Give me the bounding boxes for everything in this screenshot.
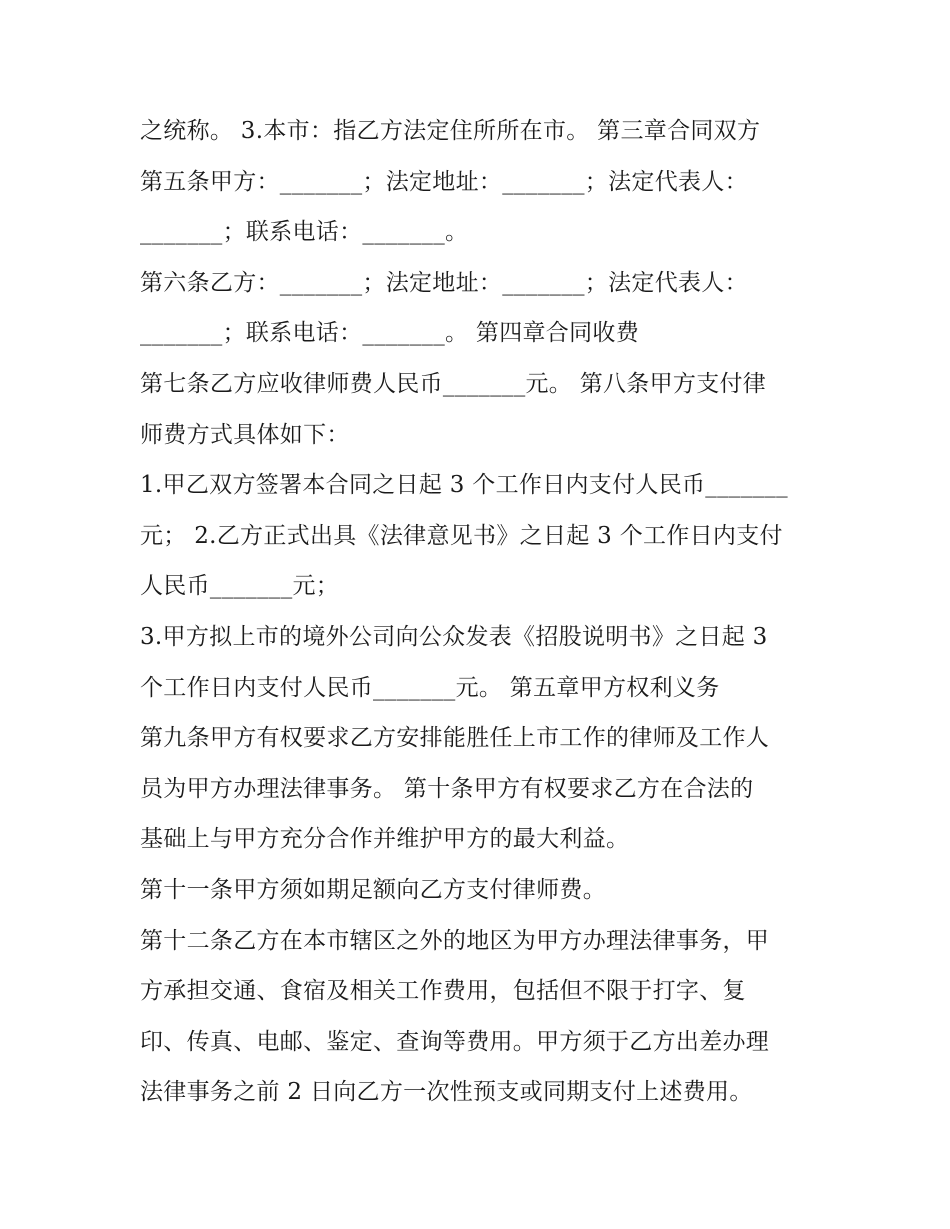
text-line: _______；联系电话：_______。 第四章合同收费: [140, 320, 640, 347]
text-line: 1.甲乙双方签署本合同之日起 3 个工作日内支付人民币_______: [140, 472, 788, 499]
text-line: 师费方式具体如下：: [140, 421, 350, 448]
text-line: 员为甲方办理法律事务。 第十条甲方有权要求乙方在合法的: [140, 775, 754, 802]
text-line: 第六条乙方：_______；法定地址：_______；法定代表人：: [140, 269, 748, 296]
text-line: 个工作日内支付人民币_______元。 第五章甲方权利义务: [140, 674, 720, 701]
text-line: 法律事务之前 2 日向乙方一次性预支或同期支付上述费用。: [140, 1079, 753, 1106]
text-line: 第七条乙方应收律师费人民币_______元。 第八条甲方支付律: [140, 370, 767, 397]
text-line: 印、传真、电邮、鉴定、查询等费用。甲方须于乙方出差办理: [140, 1028, 770, 1055]
text-line: 元； 2.乙方正式出具《法律意见书》之日起 3 个工作日内支付: [140, 522, 783, 549]
text-line: _______；联系电话：_______。: [140, 219, 469, 246]
text-line: 3.甲方拟上市的境外公司向公众发表《招股说明书》之日起 3: [140, 623, 768, 650]
text-line: 第九条甲方有权要求乙方安排能胜任上市工作的律师及工作人: [140, 725, 770, 752]
text-line: 基础上与甲方充分合作并维护甲方的最大利益。: [140, 826, 630, 853]
contract-text: [140, 106, 820, 1118]
text-line: 第五条甲方：_______；法定地址：_______；法定代表人：: [140, 168, 748, 195]
text-line: 方承担交通、食宿及相关工作费用，包括但不限于打字、复: [140, 978, 746, 1005]
text-line: 人民币_______元；: [140, 573, 340, 600]
text-line: 第十二条乙方在本市辖区之外的地区为甲方办理法律事务，甲: [140, 927, 770, 954]
text-line: 之统称。 3.本市：指乙方法定住所所在市。 第三章合同双方: [140, 118, 761, 144]
text-line: 第十一条甲方须如期足额向乙方支付律师费。: [140, 876, 606, 903]
